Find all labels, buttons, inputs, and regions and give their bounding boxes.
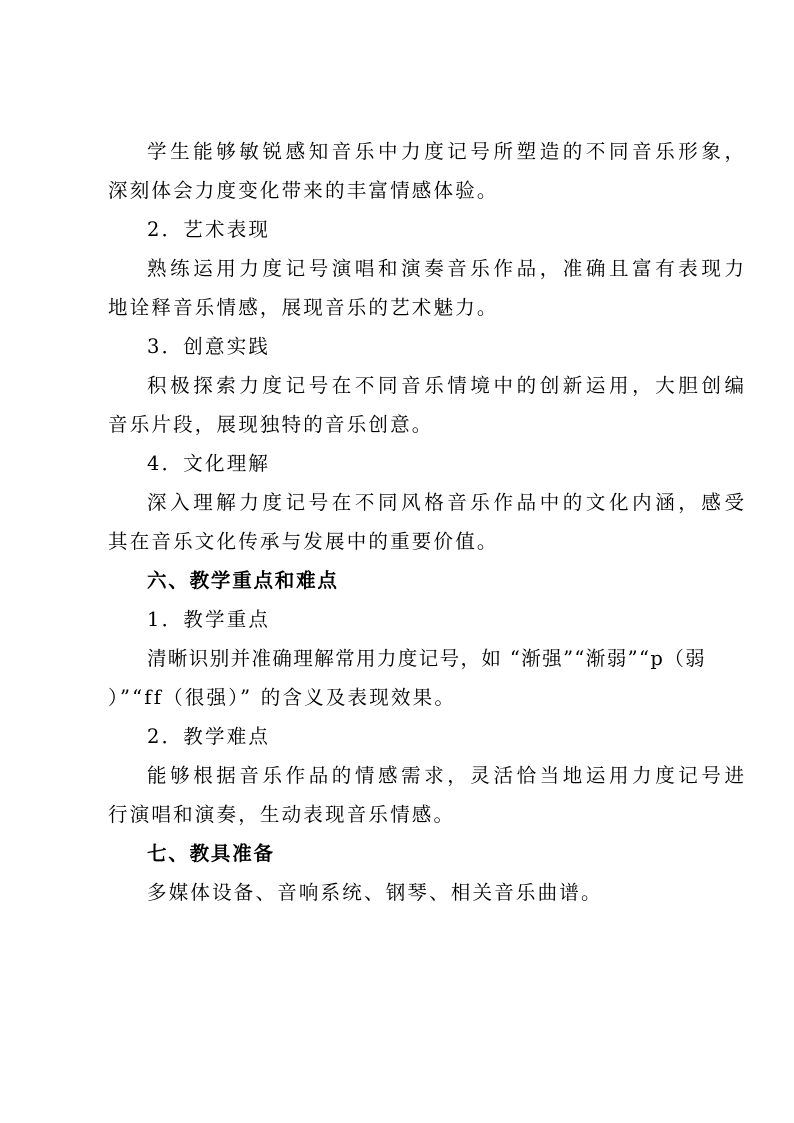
subheading-cultural-understanding: 4．文化理解 [147,452,271,475]
paragraph-artistic-expression [108,254,748,332]
paragraph-line: 清晰识别并准确理解常用力度记号，如 “渐强”“渐弱”“p（弱 [147,647,707,670]
paragraph-line: 深入理解力度记号在不同风格音乐作品中的文化内涵，感受 [147,491,748,514]
paragraph-line: 其在音乐文化传承与发展中的重要价值。 [108,530,499,553]
paragraph-line: 地诠释音乐情感，展现音乐的艺术魅力。 [108,296,499,319]
paragraph-creative-practice [108,371,748,449]
paragraph-cultural-understanding [108,488,748,566]
paragraph-line: 熟练运用力度记号演唱和演奏音乐作品，准确且富有表现力 [147,257,748,280]
paragraph-line: 音乐片段，展现独特的音乐创意。 [108,413,434,436]
paragraph-teaching-focus [108,644,707,722]
paragraph-line: 学生能够敏锐感知音乐中力度记号所塑造的不同音乐形象， [147,140,748,163]
section-heading-teaching-aids: 七、教具准备 [147,842,275,865]
paragraph-line: ）”“ff（很强）” 的含义及表现效果。 [108,686,457,709]
paragraph-line: 能够根据音乐作品的情感需求，灵活恰当地运用力度记号进 [147,764,748,787]
document-body [108,137,748,917]
paragraph-aesthetic-perception [108,137,748,215]
subheading-creative-practice: 3．创意实践 [147,335,271,358]
paragraph-teaching-aids [108,878,692,917]
subheading-teaching-difficulty: 2．教学难点 [147,725,271,748]
subheading-teaching-focus: 1．教学重点 [147,608,271,631]
paragraph-line: 行演唱和演奏，生动表现音乐情感。 [108,803,456,826]
paragraph-line: 积极探索力度记号在不同音乐情境中的创新运用，大胆创编 [147,374,748,397]
paragraph-line: 多媒体设备、音响系统、钢琴、相关音乐曲谱。 [147,881,603,904]
subheading-artistic-expression: 2．艺术表现 [147,218,271,241]
paragraph-teaching-difficulty [108,761,748,839]
section-heading-key-points: 六、教学重点和难点 [147,569,339,592]
paragraph-line: 深刻体会力度变化带来的丰富情感体验。 [108,179,499,202]
